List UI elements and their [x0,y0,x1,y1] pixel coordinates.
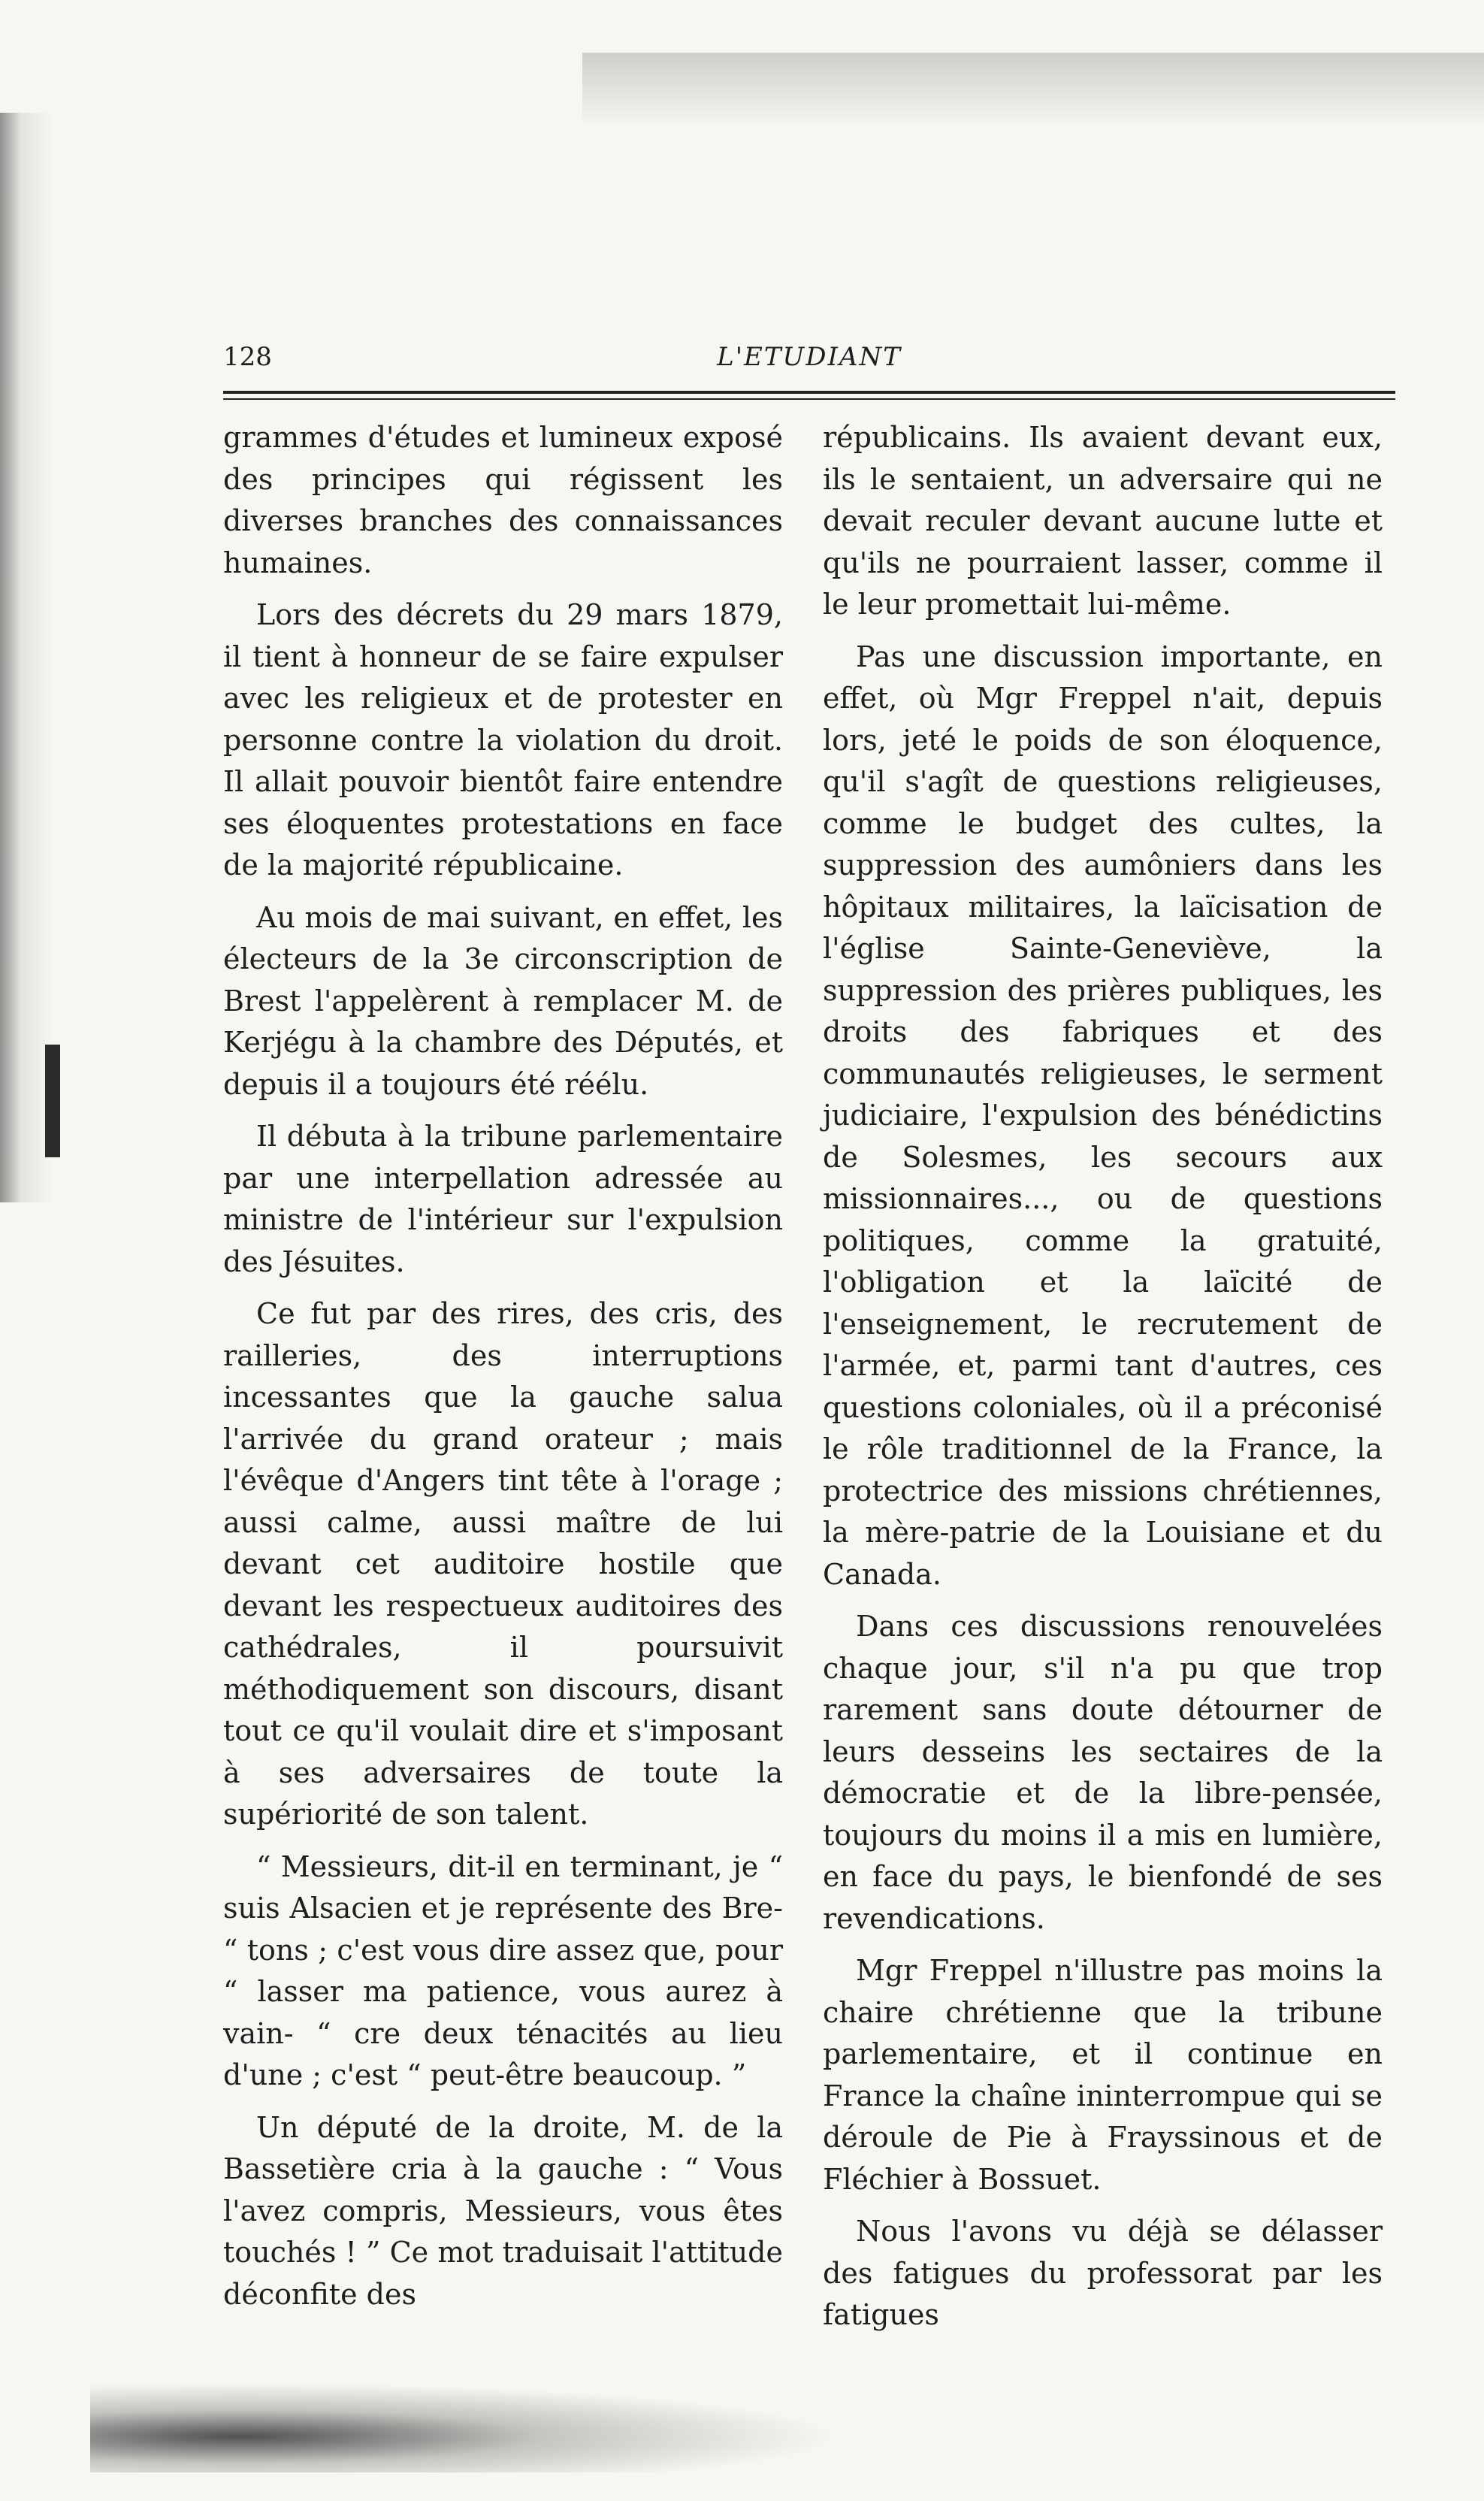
paragraph: Ce fut par des rires, des cris, des railleries, des interruptions incessantes que la gauche salua l'arrivée du grand orateur ; mais l'évêque d'Angers tint tête à l'orage ; aussi calme, aussi maître de lui devant cet auditoire hostile que devant les respectueux auditoires des cathédrales, il poursuivit méthodiquement son discours, disant tout ce qu'il voulait dire et s'imposant à ses adversaires de toute la supériorité de son talent. [223,1297,783,1831]
paragraph: grammes d'études et lumineux exposé des principes qui régissent les diverses branches des connaissances humaines. [223,421,783,579]
header-rule-thin [223,398,1395,400]
paragraph: Pas une discussion importante, en effet, où Mgr Freppel n'ait, depuis lors, jeté le poids de son éloquence, qu'il s'agît de questions religieuses, comme le budget des cultes, la suppression des aumôniers dans les hôpitaux militaires, la laïcisation de l'église Sainte-Geneviève, la suppression des prières publiques, les droits des fabriques et des communautés religieuses, le serment judiciaire, l'expulsion des bénédictins de Solesmes, les secours aux missionnaires..., ou de questions politiques, comme la gratuité, l'obligation et la laïcité de l'enseignement, le recrutement de l'armée, et, parmi tant d'autres, ces questions coloniales, où il a préconisé le rôle traditionnel de la France, la protectrice des missions chrétiennes, la mère-patrie de la Louisiane et du Canada. [823,640,1383,1591]
quotation-paragraph: “ Messieurs, dit-il en terminant, je “ suis Alsacien et je représente des Bre- “ tons ; c'est vous dire assez que, pour “ lasser ma patience, vous aurez à vain- “ cre deux ténacités au lieu d'une ; c'est “ peut-être beaucoup. ” [223,1849,783,2091]
header-rule-thick [223,391,1395,394]
paragraph: Lors des décrets du 29 mars 1879, il tient à honneur de se faire expulser avec les religieux et de protester en personne contre la violation du droit. Il allait pouvoir bientôt faire entendre ses éloquentes protestations en face de la majorité républicaine. [223,598,783,882]
running-head [223,342,1395,387]
page-number: 128 [223,342,272,372]
journal-title: L'ETUDIANT [717,342,902,372]
paragraph: Mgr Freppel n'illustre pas moins la chaire chrétienne que la tribune parlementaire, et il continue en France la chaîne ininterrompue qui se déroule de Pie à Frayssinous et de Fléchier à Bossuet. [823,1954,1383,2196]
right-column [823,417,1383,2347]
paragraph: Un député de la droite, M. de la Bassetière cria à la gauche : “ Vous l'avez compris, Messieurs, vous êtes touchés ! ” Ce mot traduisait l'attitude déconfite des [223,2110,783,2311]
paragraph: Nous l'avons vu déjà se délasser des fatigues du professorat par les fatigues [823,2215,1383,2331]
paragraph: Il débuta à la tribune parlementaire par une interpellation adressée au ministre de l'intérieur sur l'expulsion des Jésuites. [223,1120,783,1278]
scan-smudge-bottom [90,2382,842,2472]
left-column [223,417,783,2326]
scan-binding-mark [45,1045,60,1157]
paragraph: Au mois de mai suivant, en effet, les électeurs de la 3e circonscription de Brest l'appelèrent à remplacer M. de Kerjégu à la chambre des Députés, et depuis il a toujours été réélu. [223,900,783,1101]
scan-shadow-top [582,53,1484,128]
paragraph: républicains. Ils avaient devant eux, ils le sentaient, un adversaire qui ne devait reculer devant aucune lutte et qu'ils ne pourraient lasser, comme il le leur promettait lui-même. [823,421,1383,621]
scan-shadow-left [0,113,53,1202]
paragraph: Dans ces discussions renouvelées chaque jour, s'il n'a pu que trop rarement sans doute détourner de leurs desseins les sectaires de la démocratie et de la libre-pensée, toujours du moins il a mis en lumière, en face du pays, le bienfondé de ses revendications. [823,1610,1383,1935]
